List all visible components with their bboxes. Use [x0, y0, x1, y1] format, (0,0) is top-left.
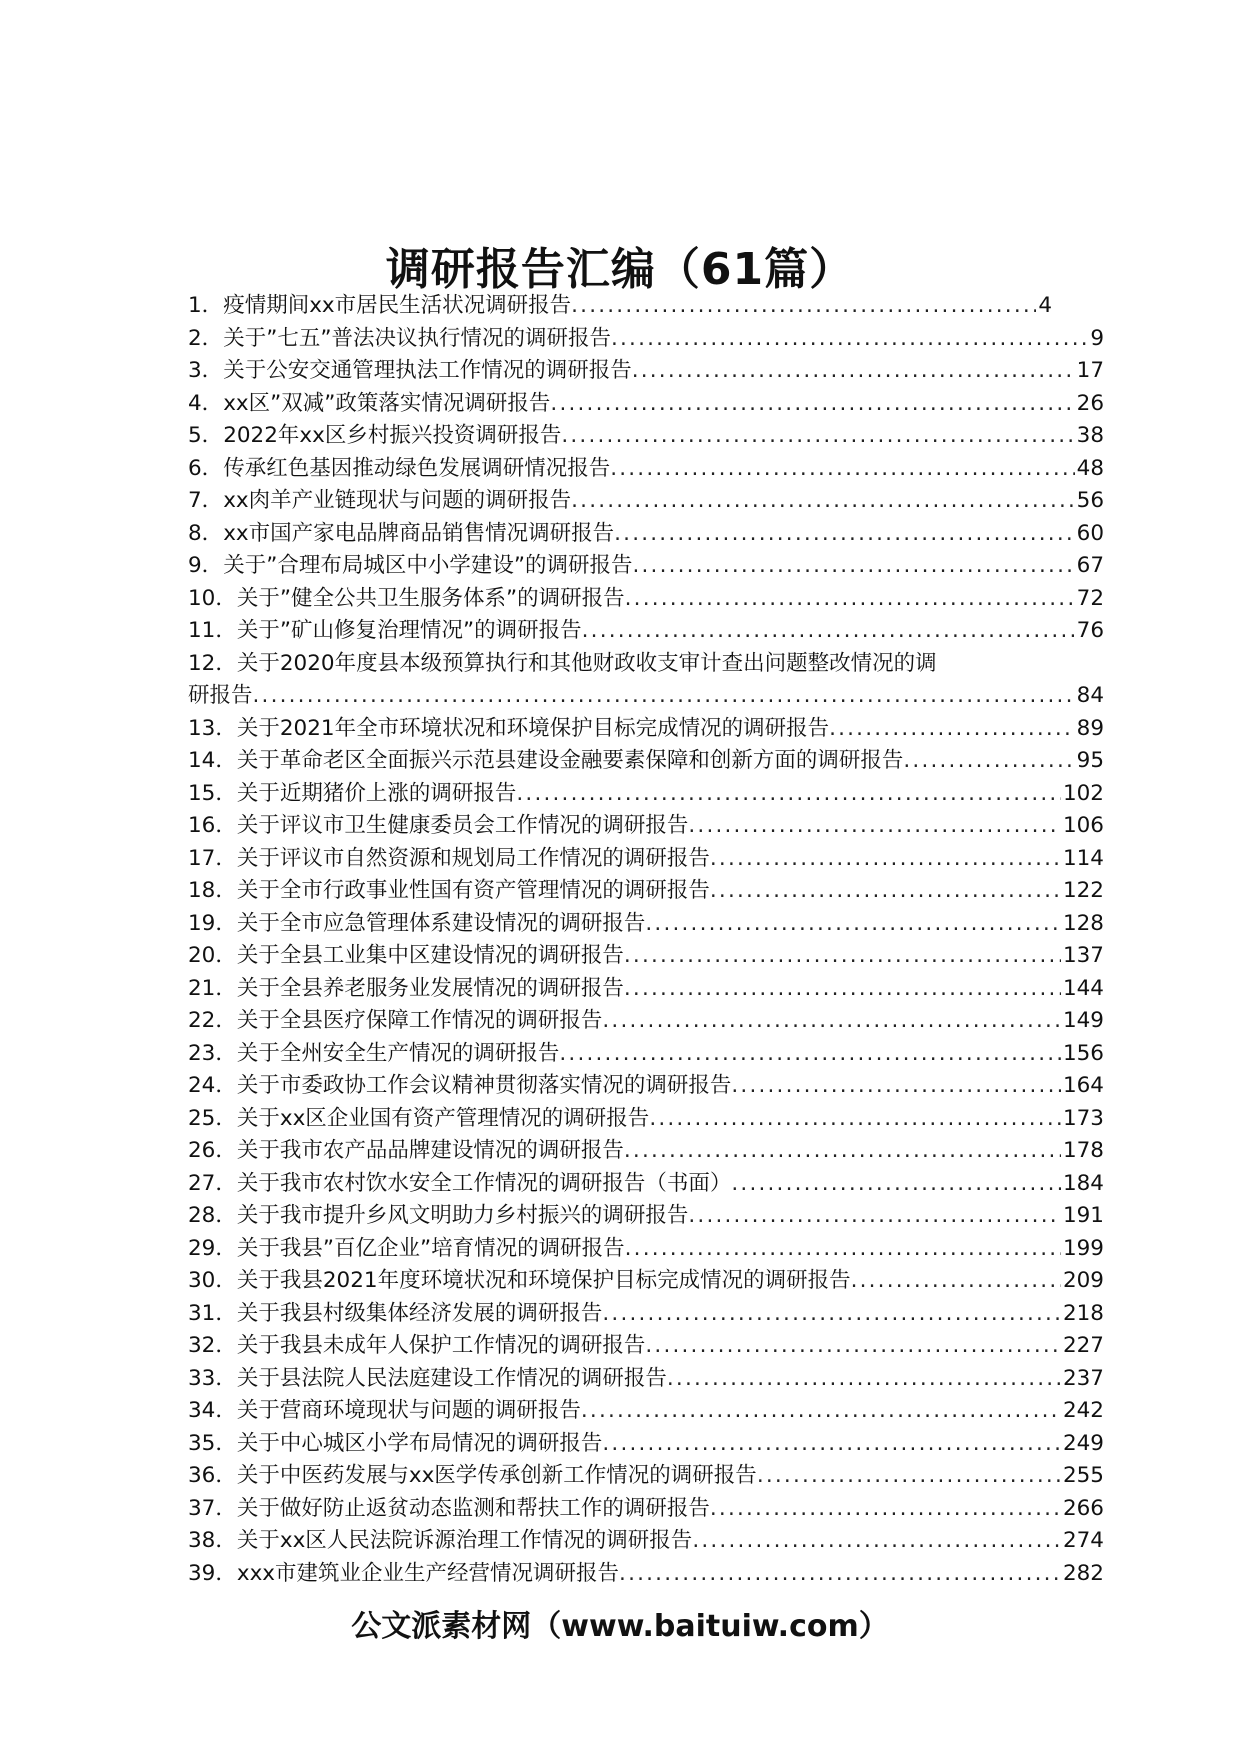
- toc-entry-page: 184: [1062, 1170, 1104, 1196]
- toc-dot-leader: [602, 1298, 1061, 1331]
- toc-entry-page: 114: [1062, 845, 1104, 871]
- toc-dot-leader: [602, 1428, 1061, 1461]
- toc-entry-title: 关于公安交通管理执法工作情况的调研报告: [223, 358, 632, 383]
- toc-entry-page: 76: [1076, 618, 1104, 643]
- toc-entry-title: 关于我县”百亿企业”培育情况的调研报告: [236, 1235, 625, 1261]
- toc-dot-leader: [625, 583, 1075, 616]
- toc-entry-title: 关于做好防止返贫动态监测和帮扶工作的调研报告: [236, 1495, 710, 1521]
- toc-entry-title: 关于全县养老服务业发展情况的调研报告: [236, 975, 624, 1001]
- toc-dot-leader: [645, 908, 1061, 941]
- toc-entry-page: 266: [1062, 1495, 1104, 1521]
- toc-entry-title: 关于县法院人民法庭建设工作情况的调研报告: [236, 1365, 667, 1391]
- toc-dot-leader: [610, 453, 1074, 486]
- toc-entry-number: 3．: [188, 358, 224, 383]
- toc-entry-title: 关于市委政协工作会议精神贯彻落实情况的调研报告: [236, 1073, 732, 1098]
- toc-entry[interactable]: [188, 1038, 1104, 1071]
- toc-entry-page: 144: [1062, 975, 1104, 1001]
- toc-entry-number: 25．: [188, 1105, 237, 1131]
- toc-entry[interactable]: [188, 778, 1104, 811]
- toc-entry[interactable]: [188, 1265, 1104, 1298]
- toc-entry-number: 37．: [188, 1495, 237, 1521]
- toc-entry-title: 关于我市提升乡风文明助力乡村振兴的调研报告: [236, 1203, 689, 1228]
- toc-entry-title: 疫情期间xx市居民生活状况调研报告: [223, 293, 572, 318]
- toc-entry-title: xxx市建筑业企业生产经营情况调研报告: [236, 1560, 620, 1586]
- toc-entry-page: 102: [1062, 780, 1104, 806]
- toc-dot-leader: [851, 1265, 1061, 1298]
- toc-entry-number: 34．: [188, 1398, 237, 1423]
- toc-entry-page: 17: [1076, 358, 1104, 383]
- footer-watermark: 公文派素材网（www.baituiw.com）: [351, 1609, 889, 1644]
- toc-dot-leader: [253, 680, 1075, 713]
- toc-entry-title: 关于中医药发展与xx医学传承创新工作情况的调研报告: [236, 1463, 757, 1488]
- toc-dot-leader: [611, 323, 1088, 356]
- toc-entry-number: 17．: [188, 845, 237, 871]
- toc-dot-leader: [645, 1330, 1061, 1363]
- toc-entry-number: 7．: [188, 488, 224, 513]
- toc-entry-page: 128: [1062, 910, 1104, 936]
- toc-entry[interactable]: [188, 290, 1104, 323]
- toc-entry-number: 31．: [188, 1300, 237, 1326]
- toc-entry-title: 2022年xx区乡村振兴投资调研报告: [223, 423, 562, 448]
- toc-entry-page: 38: [1076, 423, 1104, 448]
- toc-entry[interactable]: [188, 843, 1104, 876]
- toc-entry-number: 27．: [188, 1170, 237, 1196]
- toc-entry[interactable]: [188, 908, 1104, 941]
- toc-entry-title: 关于全县医疗保障工作情况的调研报告: [236, 1008, 603, 1033]
- toc-entry-title: xx市国产家电品牌商品销售情况调研报告: [223, 520, 615, 546]
- toc-entry-number: 10．: [188, 585, 237, 611]
- toc-entry-title: 关于2020年度县本级预算执行和其他财政收支审计查出问题整改情况的调: [236, 650, 937, 676]
- toc-entry[interactable]: [188, 1525, 1104, 1558]
- table-of-contents: [188, 290, 1104, 1590]
- toc-entry-page: 242: [1062, 1398, 1104, 1423]
- toc-entry-page: 89: [1076, 715, 1104, 741]
- toc-entry-title: 关于中心城区小学布局情况的调研报告: [236, 1430, 603, 1456]
- toc-entry-title: 关于xx区人民法院诉源治理工作情况的调研报告: [236, 1528, 693, 1553]
- toc-dot-leader: [829, 713, 1075, 746]
- toc-entry-title: 关于全州安全生产情况的调研报告: [236, 1040, 560, 1066]
- toc-entry-title: 关于革命老区全面振兴示范县建设金融要素保障和创新方面的调研报告: [236, 748, 904, 773]
- toc-entry-title: 关于2021年全市环境状况和环境保护目标完成情况的调研报告: [236, 715, 830, 741]
- toc-entry-page: 191: [1062, 1203, 1104, 1228]
- toc-entry-page: 67: [1076, 553, 1104, 578]
- toc-entry[interactable]: [188, 1460, 1104, 1493]
- toc-dot-leader: [632, 550, 1074, 583]
- toc-dot-leader: [710, 875, 1061, 908]
- toc-entry-number: 26．: [188, 1138, 237, 1163]
- toc-entry-page: 178: [1062, 1138, 1104, 1163]
- toc-entry-number: 16．: [188, 813, 237, 838]
- toc-entry-number: 33．: [188, 1365, 237, 1391]
- toc-dot-leader: [710, 1493, 1061, 1526]
- toc-entry[interactable]: [188, 583, 1104, 616]
- toc-entry-number: 20．: [188, 943, 237, 968]
- toc-entry[interactable]: [188, 1070, 1104, 1103]
- toc-entry-page: 4: [1038, 293, 1052, 318]
- toc-entry[interactable]: [188, 1103, 1104, 1136]
- toc-entry-number: 5．: [188, 423, 224, 448]
- toc-entry-page: 274: [1062, 1528, 1104, 1553]
- toc-dot-leader: [602, 1005, 1061, 1038]
- toc-entry[interactable]: [188, 1395, 1104, 1428]
- toc-dot-leader: [581, 1395, 1061, 1428]
- toc-entry-title: 关于”健全公共卫生服务体系”的调研报告: [236, 585, 625, 611]
- toc-entry-number: 1．: [188, 293, 224, 318]
- toc-entry-page: 9: [1090, 325, 1104, 351]
- toc-entry[interactable]: [188, 648, 1104, 713]
- toc-dot-leader: [571, 485, 1075, 518]
- toc-entry-page: 149: [1062, 1008, 1104, 1033]
- toc-dot-leader: [667, 1363, 1061, 1396]
- toc-entry[interactable]: [188, 323, 1104, 356]
- toc-entry-number: 38．: [188, 1528, 237, 1553]
- toc-entry-number: 21．: [188, 975, 237, 1001]
- toc-entry-title: 关于”七五”普法决议执行情况的调研报告: [223, 325, 611, 351]
- toc-entry-page: 209: [1062, 1268, 1104, 1293]
- toc-dot-leader: [692, 1525, 1061, 1558]
- toc-entry-title: 关于”矿山修复治理情况”的调研报告: [236, 618, 582, 643]
- toc-entry-title: 关于我县未成年人保护工作情况的调研报告: [236, 1333, 646, 1358]
- toc-entry-title-continued: 研报告: [188, 683, 253, 708]
- toc-dot-leader: [625, 1233, 1061, 1266]
- toc-entry-number: 32．: [188, 1333, 237, 1358]
- toc-entry-number: 4．: [188, 390, 224, 416]
- toc-dot-leader: [757, 1460, 1061, 1493]
- toc-entry-title: 关于”合理布局城区中小学建设”的调研报告: [223, 553, 633, 578]
- toc-entry-title: 关于近期猪价上涨的调研报告: [236, 780, 517, 806]
- toc-entry-first-line: [188, 648, 1104, 681]
- toc-entry[interactable]: [188, 453, 1104, 486]
- toc-entry-title: 关于我县2021年度环境状况和环境保护目标完成情况的调研报告: [236, 1268, 851, 1293]
- toc-entry-title: 关于我市农村饮水安全工作情况的调研报告（书面）: [236, 1170, 732, 1196]
- toc-entry-number: 29．: [188, 1235, 237, 1261]
- toc-entry-number: 23．: [188, 1040, 237, 1066]
- toc-entry[interactable]: [188, 1428, 1104, 1461]
- toc-entry-number: 15．: [188, 780, 237, 806]
- toc-entry-number: 8．: [188, 520, 224, 546]
- toc-dot-leader: [632, 355, 1075, 388]
- toc-entry-title: 关于全县工业集中区建设情况的调研报告: [236, 943, 624, 968]
- toc-entry[interactable]: [188, 485, 1104, 518]
- toc-entry-page: 218: [1062, 1300, 1104, 1326]
- toc-entry-number: 12．: [188, 650, 237, 676]
- toc-entry-page: 60: [1076, 520, 1104, 546]
- toc-entry[interactable]: [188, 388, 1104, 421]
- toc-entry-page: 26: [1076, 390, 1104, 416]
- toc-entry-number: 22．: [188, 1008, 237, 1033]
- toc-entry-page: 199: [1062, 1235, 1104, 1261]
- toc-entry[interactable]: [188, 810, 1104, 843]
- toc-entry-page: 156: [1062, 1040, 1104, 1066]
- toc-entry-page: 255: [1062, 1463, 1104, 1488]
- toc-entry-title: 关于我县村级集体经济发展的调研报告: [236, 1300, 603, 1326]
- toc-dot-leader: [582, 615, 1075, 648]
- toc-entry-number: 11．: [188, 618, 237, 643]
- toc-entry-number: 2．: [188, 325, 224, 351]
- toc-entry-title: 关于我市农产品品牌建设情况的调研报告: [236, 1138, 624, 1163]
- toc-entry-number: 18．: [188, 878, 237, 903]
- toc-entry-number: 24．: [188, 1073, 237, 1098]
- toc-entry-title: 关于评议市卫生健康委员会工作情况的调研报告: [236, 813, 689, 838]
- toc-entry[interactable]: [188, 550, 1104, 583]
- toc-dot-leader: [624, 1135, 1061, 1168]
- toc-entry-page: 72: [1076, 585, 1104, 611]
- toc-dot-leader: [561, 420, 1074, 453]
- toc-entry-page: 227: [1062, 1333, 1104, 1358]
- toc-entry-title: 关于营商环境现状与问题的调研报告: [236, 1398, 581, 1423]
- toc-entry[interactable]: [188, 1233, 1104, 1266]
- toc-entry-page: 237: [1062, 1365, 1104, 1391]
- toc-entry[interactable]: [188, 1298, 1104, 1331]
- toc-dot-leader: [571, 290, 1036, 323]
- toc-entry[interactable]: [188, 1200, 1104, 1233]
- toc-entry-page: 106: [1062, 813, 1104, 838]
- toc-entry[interactable]: [188, 745, 1104, 778]
- toc-entry-number: 6．: [188, 455, 224, 481]
- toc-entry-page: 164: [1062, 1073, 1104, 1098]
- toc-dot-leader: [550, 388, 1074, 421]
- toc-dot-leader: [649, 1103, 1061, 1136]
- toc-entry[interactable]: [188, 420, 1104, 453]
- toc-dot-leader: [614, 518, 1075, 551]
- toc-dot-leader: [903, 745, 1074, 778]
- toc-entry-title: 传承红色基因推动绿色发展调研情况报告: [223, 455, 611, 481]
- toc-entry-number: 35．: [188, 1430, 237, 1456]
- toc-entry[interactable]: [188, 940, 1104, 973]
- toc-entry-number: 14．: [188, 748, 237, 773]
- toc-dot-leader: [731, 1070, 1061, 1103]
- toc-entry[interactable]: [188, 1558, 1104, 1591]
- toc-entry[interactable]: [188, 1135, 1104, 1168]
- toc-entry-number: 36．: [188, 1463, 237, 1488]
- toc-entry[interactable]: [188, 355, 1104, 388]
- toc-entry-title: 关于全市应急管理体系建设情况的调研报告: [236, 910, 646, 936]
- toc-entry[interactable]: [188, 1493, 1104, 1526]
- toc-entry[interactable]: [188, 875, 1104, 908]
- toc-entry-page: 95: [1076, 748, 1104, 773]
- toc-entry-number: 28．: [188, 1203, 237, 1228]
- toc-entry-page: 84: [1076, 683, 1104, 708]
- toc-entry[interactable]: [188, 615, 1104, 648]
- toc-entry-title: 关于xx区企业国有资产管理情况的调研报告: [236, 1105, 650, 1131]
- toc-entry-page: 282: [1062, 1560, 1104, 1586]
- toc-entry-page: 173: [1062, 1105, 1104, 1131]
- toc-entry-title: xx区”双减”政策落实情况调研报告: [223, 390, 551, 416]
- toc-dot-leader: [624, 973, 1061, 1006]
- toc-entry[interactable]: [188, 518, 1104, 551]
- toc-entry-page: 48: [1076, 455, 1104, 481]
- toc-dot-leader: [624, 940, 1061, 973]
- toc-entry[interactable]: [188, 1168, 1104, 1201]
- toc-dot-leader: [516, 778, 1061, 811]
- toc-dot-leader: [688, 1200, 1061, 1233]
- toc-entry-number: 39．: [188, 1560, 237, 1586]
- document-title: 调研报告汇编（61篇）: [385, 244, 855, 296]
- toc-entry-number: 9．: [188, 553, 224, 578]
- toc-entry-number: 19．: [188, 910, 237, 936]
- toc-dot-leader: [731, 1168, 1061, 1201]
- toc-entry[interactable]: [188, 973, 1104, 1006]
- toc-entry-number: 30．: [188, 1268, 237, 1293]
- toc-entry-number: 13．: [188, 715, 237, 741]
- toc-entry-page: 249: [1062, 1430, 1104, 1456]
- toc-dot-leader: [619, 1558, 1061, 1591]
- toc-entry[interactable]: [188, 1330, 1104, 1363]
- toc-entry-title: 关于评议市自然资源和规划局工作情况的调研报告: [236, 845, 710, 871]
- toc-dot-leader: [688, 810, 1061, 843]
- toc-dot-leader: [710, 843, 1061, 876]
- toc-dot-leader: [559, 1038, 1061, 1071]
- toc-entry-title: xx肉羊产业链现状与问题的调研报告: [223, 488, 572, 513]
- toc-entry-page: 137: [1062, 943, 1104, 968]
- toc-entry-title: 关于全市行政事业性国有资产管理情况的调研报告: [236, 878, 710, 903]
- toc-entry[interactable]: [188, 1363, 1104, 1396]
- toc-entry[interactable]: [188, 1005, 1104, 1038]
- toc-entry-page: 122: [1062, 878, 1104, 903]
- toc-entry[interactable]: [188, 713, 1104, 746]
- toc-entry-page: 56: [1076, 488, 1104, 513]
